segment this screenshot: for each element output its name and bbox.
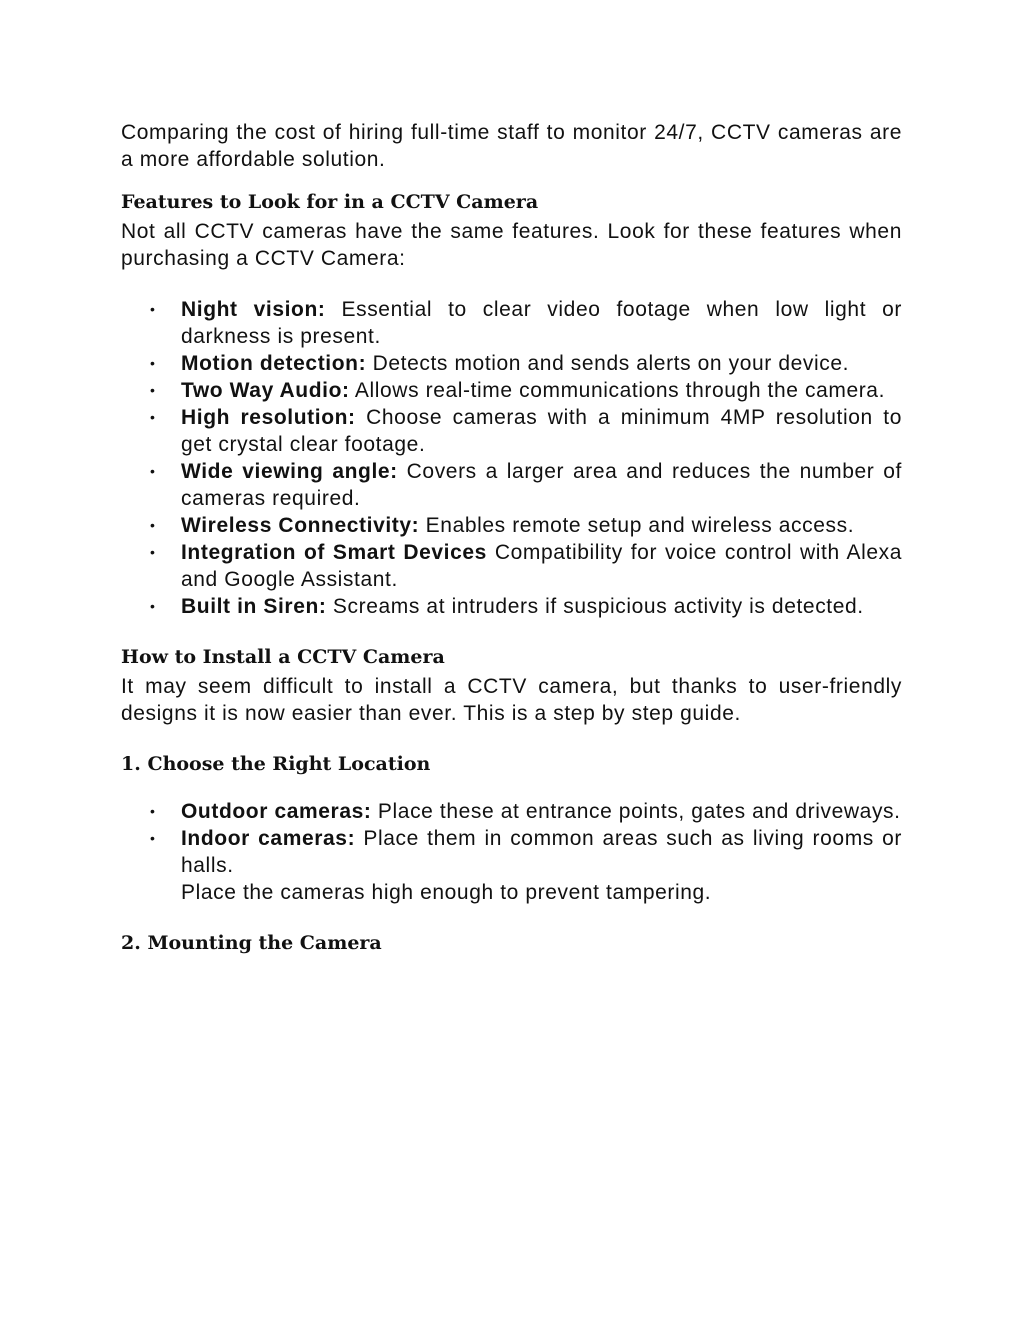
- bullet-icon: •: [150, 382, 156, 398]
- intro-paragraph: Comparing the cost of hiring full-time staff to monitor 24/7, CCTV cameras are a more affordable solution.: [121, 121, 902, 171]
- feature-description: Compatibility for voice control with Alexa and Google Assistant.: [181, 541, 902, 591]
- location-term: Outdoor cameras:: [181, 800, 372, 823]
- bullet-icon: •: [150, 598, 156, 614]
- feature-term: Motion detection:: [181, 352, 367, 375]
- location-term: Indoor cameras:: [181, 827, 356, 850]
- list-item: [150, 512, 902, 539]
- bullet-icon: •: [150, 544, 156, 560]
- step2-heading: 2. Mounting the Camera: [121, 932, 382, 954]
- install-heading: How to Install a CCTV Camera: [121, 646, 445, 668]
- install-intro-paragraph: It may seem difficult to install a CCTV camera, but thanks to user-friendly designs it is now easier than ever. This is a step by step guide.: [121, 675, 902, 725]
- features-intro-paragraph: Not all CCTV cameras have the same features. Look for these features when purchasing a CCTV Camera:: [121, 220, 902, 270]
- bullet-icon: •: [150, 463, 156, 479]
- feature-term: Two Way Audio:: [181, 379, 350, 402]
- feature-term: Integration of Smart Devices: [181, 541, 487, 564]
- bullet-icon: •: [150, 409, 156, 425]
- bullet-icon: •: [150, 830, 156, 846]
- list-item: [150, 539, 902, 593]
- feature-term: Night vision:: [181, 298, 326, 321]
- bullet-icon: •: [150, 355, 156, 371]
- step1-heading: 1. Choose the Right Location: [121, 753, 431, 775]
- list-item: [150, 296, 902, 350]
- list-item: [150, 798, 902, 825]
- feature-description: Covers a larger area and reduces the number of cameras required.: [181, 460, 902, 510]
- features-heading: Features to Look for in a CCTV Camera: [121, 191, 539, 213]
- location-description: Place these at entrance points, gates and driveways.: [371, 800, 901, 823]
- bullet-icon: •: [150, 803, 156, 819]
- feature-description: Enables remote setup and wireless access.: [419, 514, 855, 537]
- bullet-icon: •: [150, 301, 156, 317]
- list-item: [150, 458, 902, 512]
- feature-description: Screams at intruders if suspicious activity is detected.: [326, 595, 864, 618]
- location-list: [121, 798, 902, 906]
- location-extra-note: Place the cameras high enough to prevent tampering.: [181, 881, 712, 904]
- document-body: [121, 119, 902, 955]
- list-item: [150, 593, 902, 620]
- feature-term: Wireless Connectivity:: [181, 514, 420, 537]
- location-description: Place them in common areas such as living rooms or halls.: [181, 827, 902, 877]
- location-line: [181, 825, 902, 879]
- list-item: [150, 377, 902, 404]
- feature-description: Detects motion and sends alerts on your device.: [366, 352, 850, 375]
- feature-term: Wide viewing angle:: [181, 460, 398, 483]
- bullet-icon: •: [150, 517, 156, 533]
- features-list: [121, 296, 902, 620]
- feature-description: Allows real-time communications through the camera.: [349, 379, 886, 402]
- list-item: [150, 825, 902, 906]
- feature-term: High resolution:: [181, 406, 356, 429]
- list-item: [150, 404, 902, 458]
- list-item: [150, 350, 902, 377]
- feature-term: Built in Siren:: [181, 595, 327, 618]
- feature-description: Essential to clear video footage when low light or darkness is present.: [181, 298, 902, 348]
- feature-description: Choose cameras with a minimum 4MP resolution to get crystal clear footage.: [181, 406, 902, 456]
